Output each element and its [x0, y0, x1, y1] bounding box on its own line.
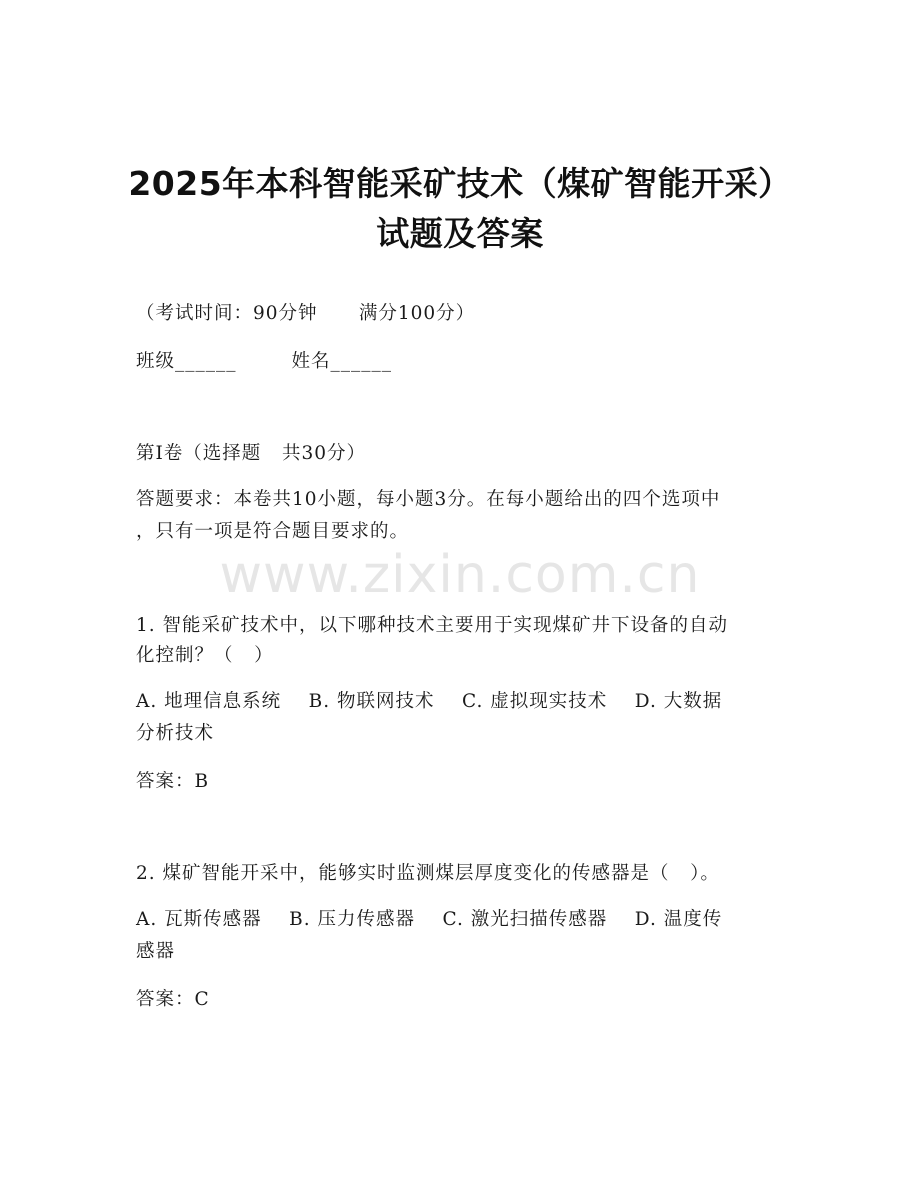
instructions-line-1: 答题要求：本卷共10小题，每小题3分。在每小题给出的四个选项中: [136, 489, 721, 510]
question-2-answer: 答案：C: [136, 989, 210, 1010]
question-1-answer: 答案：B: [136, 771, 210, 792]
section-heading: 第I卷（选择题 共30分）: [136, 443, 366, 464]
question-1-stem-line-1: 1. 智能采矿技术中，以下哪种技术主要用于实现煤矿井下设备的自动: [136, 615, 729, 636]
question-1-options-line-2: 分析技术: [136, 723, 215, 744]
question-1-options-line-1: A. 地理信息系统 B. 物联网技术 C. 虚拟现实技术 D. 大数据: [136, 691, 723, 712]
name-field: 姓名______: [291, 351, 393, 372]
question-2-options-line-1: A. 瓦斯传感器 B. 压力传感器 C. 激光扫描传感器 D. 温度传: [136, 909, 723, 930]
class-field: 班级______: [136, 351, 237, 372]
question-2-stem-line-1: 2. 煤矿智能开采中，能够实时监测煤层厚度变化的传感器是（ ）。: [136, 863, 720, 884]
instructions-line-2: ，只有一项是符合题目要求的。: [136, 521, 410, 542]
student-fields: [136, 346, 786, 378]
exam-info: （考试时间：90分钟 满分100分）: [136, 303, 476, 324]
watermark: www.zixin.com.cn: [219, 545, 701, 605]
question-1-stem-line-2: 化控制？（ ）: [136, 645, 274, 666]
title-line-2: 试题及答案: [376, 214, 544, 253]
title-line-1: 2025年本科智能采矿技术（煤矿智能开采）: [128, 164, 792, 203]
question-2-options-line-2: 感器: [136, 941, 176, 962]
